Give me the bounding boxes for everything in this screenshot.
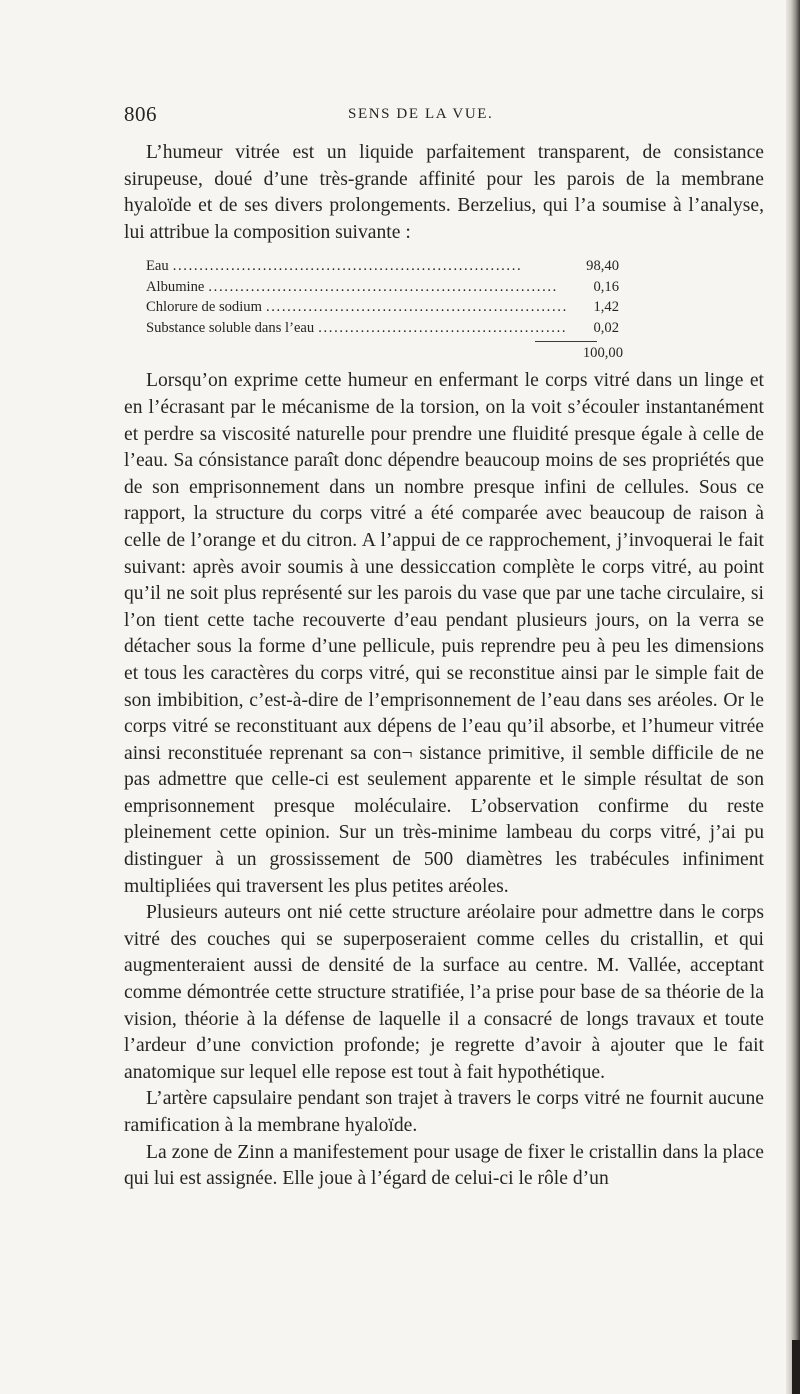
composition-value: 98,40 (586, 258, 619, 275)
composition-name: Albumine (146, 278, 205, 295)
composition-value: 1,42 (593, 299, 619, 316)
composition-value: 0,02 (593, 319, 619, 336)
composition-total-row (146, 342, 623, 364)
composition-row-eau (146, 256, 619, 277)
composition-name: Eau (146, 258, 169, 275)
leader-dots (318, 318, 567, 339)
composition-row-substance (146, 318, 619, 339)
leader-dots (266, 297, 567, 318)
leader-dots (208, 277, 567, 298)
page-number: 806 (124, 102, 157, 126)
composition-name: Chlorure de sodium (146, 299, 262, 316)
paragraph-2: Plusieurs auteurs ont nié cette structure aréolaire pour admettre dans le corps vitré des couches qui se superposeraient comme celles du cristallin, et qui augmenteraient aussi de densité de la surface au centre. M. Vallée, acceptant comme démontrée cette structure stratifiée, l’a prise pour base de sa théorie de la vision, théorie à la défense de laquelle il a consacré de longs travaux et toute l’ardeur d’une conviction profonde; je regrette d’avoir à ajouter que le fait anatomique sur lequel elle repose est tout à fait hypothétique. (124, 902, 764, 1083)
composition-name: Substance soluble dans l’eau (146, 319, 315, 336)
composition-total: 100,00 (582, 345, 623, 362)
composition-row-albumine (146, 277, 619, 298)
paragraph-1: Lorsqu’on exprime cette humeur en enfermant le corps vitré dans un linge et en l’écrasant par le mécanisme de la torsion, on la voit s’écouler instantanément et perdre sa viscosité naturelle pour prendre une fluidité presque égale à celle de l’eau. Sa cónsistance paraît donc dépendre beaucoup moins de ses propriétés que de son emprisonnement dans un nombre presque infini de cellules. Sous ce rapport, la structure du corps vitré a été comparée avec beaucoup de raison à celle de l’orange et du citron. A l’appui de ce rapprochement, j’invoquerai le fait suivant: après avoir soumis à une dessiccation complète le corps vitré, au point qu’il ne soit plus représenté sur les parois du vase que par une tache circulaire, si l’on tient cette tache recouverte d’eau pendant plusieurs jours, on la verra se détacher sous la forme d’une pellicule, puis reprendre peu à peu les dimensions et tous les caractères du corps vitré, qui se reconstitue ainsi par le simple fait de son imbibition, c’est-à-dire de l’emprisonnement de l’eau dans ses aréoles. Or le corps vitré se reconstituant aux dépens de l’eau qu’il absorbe, et l’humeur vitrée ainsi reconstituée reprenant sa con¬ sistance primitive, il semble difficile de ne pas admettre que celle-ci est seulement apparente et le simple résultat de son emprisonnement presque moléculaire. L’observation confirme du reste pleinement cette opinion. Sur un très-minime lambeau du corps vitré, j’ai pu distinguer à un grossissement de 500 diamètres les trabécules infiniment multipliées qui traversent les plus petites aréoles. (124, 370, 764, 897)
paragraph-3: L’artère capsulaire pendant son trajet à travers le corps vitré ne fournit aucune ramification à la membrane hyaloïde. (124, 1088, 764, 1136)
leader-dots (173, 256, 567, 277)
body-text (124, 140, 764, 1193)
paragraph-intro: L’humeur vitrée est un liquide parfaitement transparent, de consistance sirupeuse, doué d’une très-grande affinité pour les parois de la membrane hyaloïde et de ses divers prolongements. Berzelius, qui l’a soumise à l’analyse, lui attribue la composition suivante : (124, 142, 764, 243)
composition-table (146, 256, 619, 338)
page-header (124, 102, 764, 132)
page-edge-shadow (786, 0, 800, 1394)
page-corner-shadow (792, 1340, 800, 1394)
composition-value: 0,16 (593, 278, 619, 295)
composition-row-chlorure (146, 297, 619, 318)
running-head: SENS DE LA VUE. (348, 106, 494, 122)
paragraph-4: La zone de Zinn a manifestement pour usage de fixer le cristallin dans la place qui lui est assignée. Elle joue à l’égard de celui-ci le rôle d’un (124, 1141, 764, 1190)
